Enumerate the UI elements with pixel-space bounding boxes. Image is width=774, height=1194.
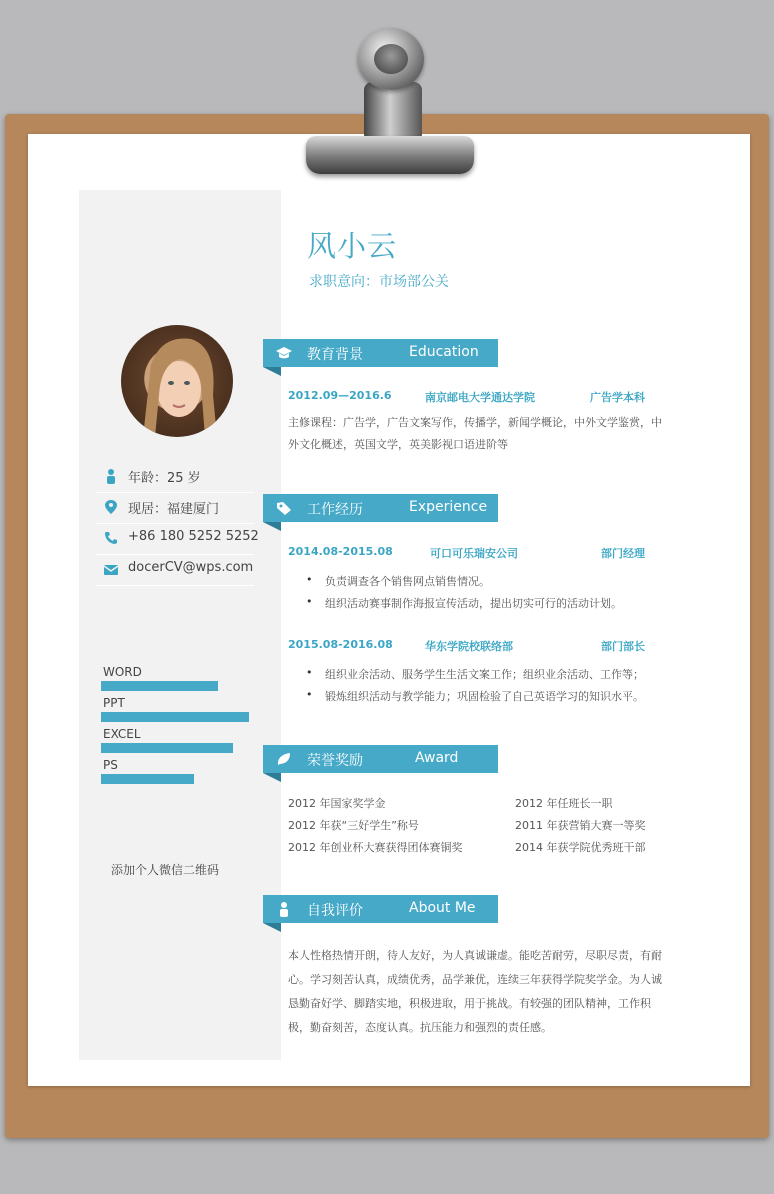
job-bullet xyxy=(308,666,644,682)
job-bullet-text: 组织业余活动、服务学生生活文案工作；组织业余活动、工作等； xyxy=(325,668,644,681)
job-bullet xyxy=(308,573,490,589)
job-role: 部门部长 xyxy=(601,640,645,653)
person-icon xyxy=(103,468,119,484)
skill-bar-excel xyxy=(101,743,233,753)
experience-title-en: Experience xyxy=(409,499,488,515)
education-period: 2012.09—2016.6 xyxy=(288,389,392,402)
phone-icon xyxy=(103,530,119,546)
about-title-en: About Me xyxy=(409,900,476,916)
education-title: 教育背景 xyxy=(307,347,363,363)
job-bullet-text: 组织活动赛事制作海报宣传活动，提出切实可行的活动计划。 xyxy=(325,597,622,610)
job-period: 2015.08-2016.08 xyxy=(288,638,393,651)
award-item: 2014 年获学院优秀班干部 xyxy=(515,841,646,854)
experience-title: 工作经历 xyxy=(307,502,363,518)
education-title-en: Education xyxy=(409,344,479,360)
award-title: 荣誉奖励 xyxy=(307,753,363,769)
phone-text: +86 180 5252 5252 xyxy=(128,529,259,544)
job-bullet xyxy=(308,688,644,704)
about-title: 自我评价 xyxy=(307,903,363,919)
skill-label-excel: EXCEL xyxy=(103,727,141,741)
education-degree: 广告学本科 xyxy=(590,391,645,404)
info-phone xyxy=(96,524,259,555)
skill-label-ppt: PPT xyxy=(103,696,125,710)
skill-bar-ps xyxy=(101,774,194,784)
job-bullet-text: 负责调查各个销售网点销售情况。 xyxy=(325,575,490,588)
award-item: 2012 年国家奖学金 xyxy=(288,797,386,810)
location-text: 现居：福建厦门 xyxy=(128,502,220,517)
award-item: 2012 年任班长一职 xyxy=(515,797,613,810)
age-text: 年龄：25 岁 xyxy=(128,471,201,486)
graduation-cap-icon xyxy=(275,345,293,361)
avatar xyxy=(121,325,233,437)
binder-clip-icon xyxy=(306,136,474,174)
award-item: 2012 年创业杯大赛获得团体赛铜奖 xyxy=(288,841,463,854)
info-email xyxy=(96,555,254,586)
resume-name: 风小云 xyxy=(307,229,398,263)
skill-bar-word xyxy=(101,681,218,691)
person-icon xyxy=(275,901,293,917)
section-header-education xyxy=(263,339,498,367)
qr-hint-text: 添加个人微信二维码 xyxy=(111,863,220,877)
award-item: 2012 年获“三好学生”称号 xyxy=(288,819,419,832)
skill-label-ps: PS xyxy=(103,758,118,772)
sidebar xyxy=(79,190,281,1060)
section-header-experience xyxy=(263,494,498,522)
job-intent: 求职意向：市场部公关 xyxy=(309,274,449,290)
tag-icon xyxy=(275,500,293,516)
education-school: 南京邮电大学通达学院 xyxy=(425,391,535,404)
job-bullet-text: 锻炼组织活动与教学能力；巩固检验了自己英语学习的知识水平。 xyxy=(325,690,644,703)
skill-label-word: WORD xyxy=(103,665,142,679)
email-text: docerCV@wps.com xyxy=(128,560,254,575)
info-location xyxy=(96,493,254,524)
clip-neck xyxy=(364,82,422,142)
award-item: 2011 年获营销大赛一等奖 xyxy=(515,819,646,832)
location-pin-icon xyxy=(103,499,119,515)
job-period: 2014.08-2015.08 xyxy=(288,545,393,558)
award-title-en: Award xyxy=(415,750,459,766)
leaf-icon xyxy=(275,751,293,767)
clip-ring-icon xyxy=(358,28,424,90)
job-role: 部门经理 xyxy=(601,547,645,560)
section-header-about xyxy=(263,895,498,923)
education-courses: 主修课程：广告学，广告文案写作，传播学，新闻学概论，中外文学鉴赏，中外文化概述，英国文学，英美影视口语进阶等 xyxy=(288,416,662,451)
job-bullet xyxy=(308,595,622,611)
job-org: 华东学院校联络部 xyxy=(425,640,513,653)
info-age xyxy=(96,462,254,493)
skill-bar-ppt xyxy=(101,712,249,722)
job-org: 可口可乐瑞安公司 xyxy=(430,547,518,560)
mail-icon xyxy=(103,561,119,577)
about-text: 本人性格热情开朗，待人友好，为人真诚谦虚。能吃苦耐劳，尽职尽责，有耐心。学习刻苦认真，成绩优秀，品学兼优，连续三年获得学院奖学金。为人诚恳勤奋好学、脚踏实地，积极进取，用于挑战。有较强的团队精神，工作积极，勤奋刻苦，态度认真。抗压能力和强烈的责任感。 xyxy=(288,949,662,1034)
section-header-award xyxy=(263,745,498,773)
